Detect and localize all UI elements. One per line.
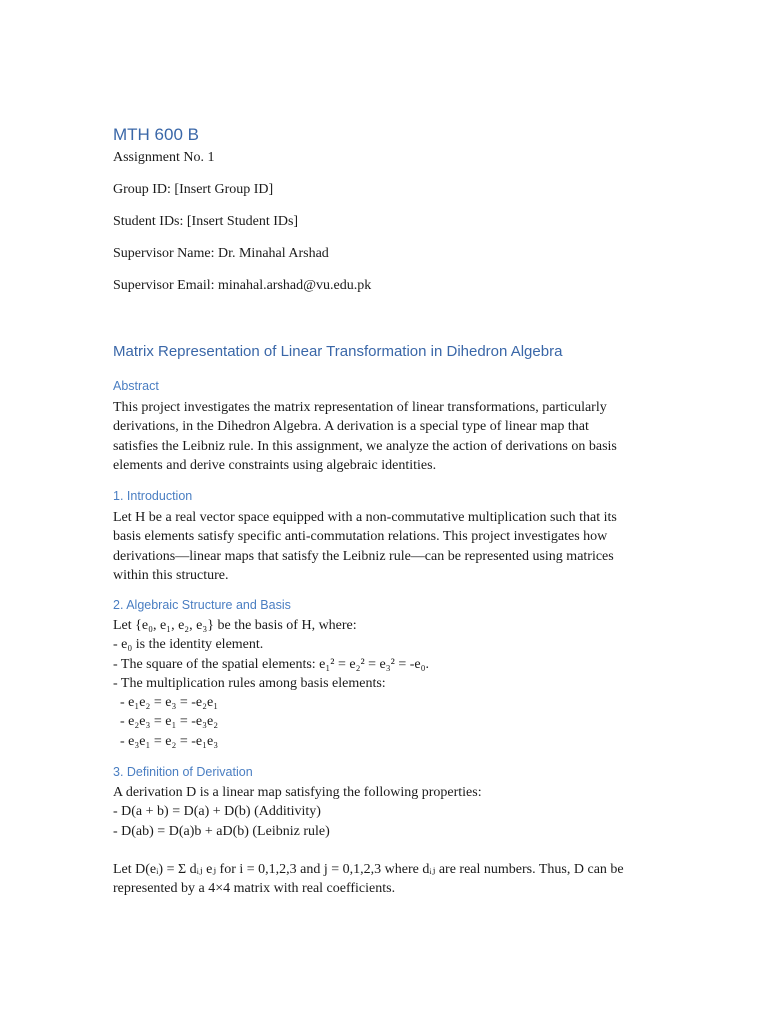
derivation-text: [113, 783, 658, 841]
introduction-line: derivations—linear maps that satisfy the Leibniz rule—can be represented using matrices: [113, 548, 614, 564]
derivation-line: A derivation D is a linear map satisfying the following properties:: [113, 785, 482, 800]
course-code: MTH 600 B: [113, 125, 199, 144]
introduction-line: within this structure.: [113, 567, 229, 583]
structure-line: Let {e₀, e₁, e₂, e₃} be the basis of H, where:: [113, 618, 357, 633]
derivation-matrix-paragraph: [113, 860, 658, 899]
student-ids: Student IDs: [Insert Student IDs]: [113, 214, 299, 229]
group-id: Group ID: [Insert Group ID]: [113, 182, 274, 197]
structure-line: - The square of the spatial elements: e₁² = e₂² = e₃² = -e₀.: [113, 656, 429, 672]
supervisor-name: Supervisor Name: Dr. Minahal Arshad: [113, 246, 329, 261]
abstract-heading: Abstract: [113, 379, 159, 393]
structure-heading: 2. Algebraic Structure and Basis: [113, 598, 291, 612]
abstract-text: [113, 398, 658, 475]
introduction-line: basis elements satisfy specific anti-commutation relations. This project investigates how: [113, 529, 608, 545]
structure-line: - The multiplication rules among basis elements:: [113, 675, 386, 691]
structure-line: - e₃e₁ = e₂ = -e₁e₃: [113, 733, 219, 749]
supervisor-email: Supervisor Email: minahal.arshad@vu.edu.pk: [113, 278, 372, 293]
derivation-heading: 3. Definition of Derivation: [113, 765, 253, 779]
introduction-heading: 1. Introduction: [113, 489, 193, 503]
structure-text: [113, 616, 658, 751]
abstract-line: satisfies the Leibniz rule. In this assignment, we analyze the action of derivations on basis: [113, 438, 617, 454]
document-title: Matrix Representation of Linear Transformation in Dihedron Algebra: [113, 343, 563, 360]
abstract-line: This project investigates the matrix representation of linear transformations, particularly: [113, 400, 607, 415]
structure-line: - e₂e₃ = e₁ = -e₃e₂: [113, 714, 219, 730]
derivation-para-line: represented by a 4×4 matrix with real coefficients.: [113, 881, 396, 897]
abstract-line: elements and derive constraints using algebraic identities.: [113, 457, 437, 473]
introduction-text: [113, 508, 658, 585]
introduction-line: Let H be a real vector space equipped with a non-commutative multiplication such that its: [113, 510, 617, 525]
assignment-number: Assignment No. 1: [113, 150, 215, 165]
derivation-line: - D(ab) = D(a)b + aD(b) (Leibniz rule): [113, 823, 330, 839]
derivation-line: - D(a + b) = D(a) + D(b) (Additivity): [113, 804, 321, 820]
structure-line: - e₁e₂ = e₃ = -e₂e₁: [113, 695, 219, 711]
derivation-para-line: Let D(eᵢ) = Σ dᵢⱼ eⱼ for i = 0,1,2,3 and j = 0,1,2,3 where dᵢⱼ are real numbers. Thus, D can be: [113, 862, 624, 877]
structure-line: - e₀ is the identity element.: [113, 637, 264, 653]
abstract-line: derivations, in the Dihedron Algebra. A derivation is a special type of linear map that: [113, 419, 589, 435]
